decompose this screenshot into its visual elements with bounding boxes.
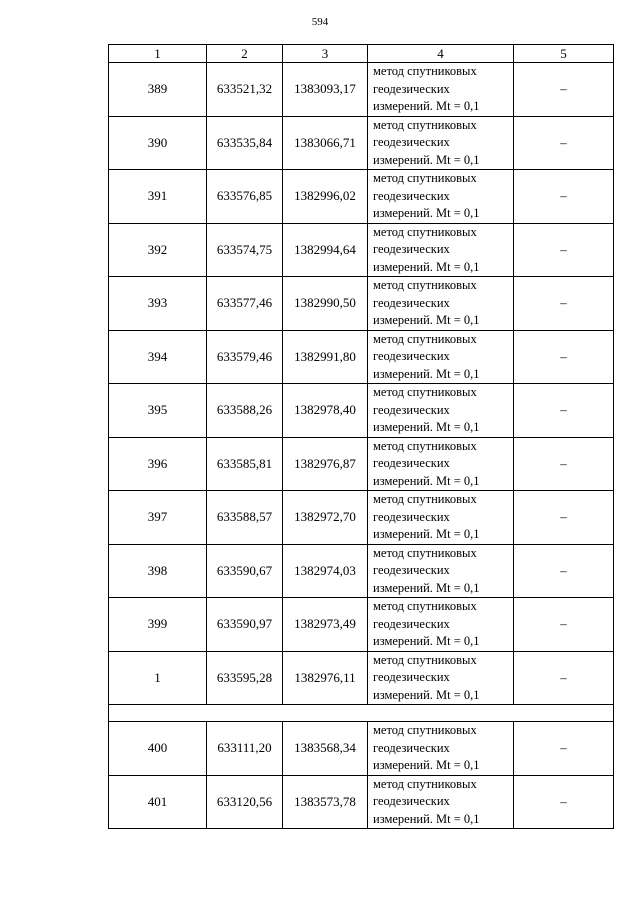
coordinates-table (108, 44, 614, 829)
table-row (109, 330, 614, 384)
y-coordinate-cell: 1382974,03 (283, 544, 368, 598)
method-line: измерений. Mt = 0,1 (373, 687, 480, 702)
header-row (109, 45, 614, 63)
method-line: геодезических (373, 509, 450, 524)
header-col-2: 2 (207, 45, 283, 63)
x-coordinate-cell: 633585,81 (207, 437, 283, 491)
method-line: измерений. Mt = 0,1 (373, 811, 480, 826)
point-number-cell: 391 (109, 170, 207, 224)
method-cell (368, 544, 514, 598)
method-line: метод спутниковых (373, 599, 477, 613)
method-line: измерений. Mt = 0,1 (373, 634, 480, 648)
method-line: метод спутниковых (373, 117, 477, 132)
method-cell (368, 651, 514, 705)
method-line: геодезических (373, 81, 450, 96)
y-coordinate-cell: 1383573,78 (283, 775, 368, 829)
header-col-3: 3 (283, 45, 368, 63)
col5-cell: – (514, 223, 614, 277)
table-row (109, 170, 614, 224)
header-col-5: 5 (514, 45, 614, 63)
table-row (109, 722, 614, 776)
method-line: метод спутниковых (373, 64, 477, 78)
method-cell (368, 384, 514, 438)
col5-cell: – (514, 491, 614, 545)
col5-cell: – (514, 722, 614, 776)
x-coordinate-cell: 633588,26 (207, 384, 283, 438)
method-line: геодезических (373, 135, 450, 149)
y-coordinate-cell: 1382976,11 (283, 651, 368, 705)
method-line: геодезических (373, 402, 450, 417)
x-coordinate-cell: 633590,97 (207, 598, 283, 652)
col5-cell: – (514, 170, 614, 224)
table-row (109, 384, 614, 438)
method-cell (368, 598, 514, 652)
table-row (109, 223, 614, 277)
x-coordinate-cell: 633588,57 (207, 491, 283, 545)
table-row (109, 491, 614, 545)
y-coordinate-cell: 1382973,49 (283, 598, 368, 652)
method-line: геодезических (373, 740, 450, 755)
method-cell (368, 491, 514, 545)
col5-cell: – (514, 63, 614, 117)
method-line: метод спутниковых (373, 652, 477, 667)
table-row (109, 63, 614, 117)
header-col-1: 1 (109, 45, 207, 63)
method-line: геодезических (373, 242, 450, 256)
method-line: метод спутниковых (373, 438, 477, 453)
method-line: измерений. Mt = 0,1 (373, 758, 480, 772)
group-separator-cell (109, 705, 614, 722)
x-coordinate-cell: 633595,28 (207, 651, 283, 705)
method-line: геодезических (373, 670, 450, 684)
x-coordinate-cell: 633590,67 (207, 544, 283, 598)
point-number-cell: 401 (109, 775, 207, 829)
method-line: метод спутниковых (373, 776, 477, 791)
method-line: геодезических (373, 295, 450, 310)
point-number-cell: 394 (109, 330, 207, 384)
method-line: геодезических (373, 563, 450, 577)
y-coordinate-cell: 1382991,80 (283, 330, 368, 384)
y-coordinate-cell: 1382996,02 (283, 170, 368, 224)
method-line: измерений. Mt = 0,1 (373, 259, 480, 274)
table-row (109, 116, 614, 170)
method-cell (368, 722, 514, 776)
method-cell (368, 330, 514, 384)
col5-cell: – (514, 544, 614, 598)
method-cell (368, 116, 514, 170)
point-number-cell: 392 (109, 223, 207, 277)
method-line: метод спутниковых (373, 224, 477, 239)
y-coordinate-cell: 1382994,64 (283, 223, 368, 277)
col5-cell: – (514, 598, 614, 652)
y-coordinate-cell: 1382976,87 (283, 437, 368, 491)
y-coordinate-cell: 1382990,50 (283, 277, 368, 331)
method-line: измерений. Mt = 0,1 (373, 420, 480, 434)
point-number-cell: 393 (109, 277, 207, 331)
col5-cell: – (514, 116, 614, 170)
point-number-cell: 396 (109, 437, 207, 491)
group-separator-row (109, 705, 614, 722)
method-cell (368, 437, 514, 491)
table-row (109, 598, 614, 652)
point-number-cell: 398 (109, 544, 207, 598)
x-coordinate-cell: 633574,75 (207, 223, 283, 277)
method-cell (368, 277, 514, 331)
table-row (109, 437, 614, 491)
method-line: метод спутниковых (373, 723, 477, 737)
y-coordinate-cell: 1382972,70 (283, 491, 368, 545)
x-coordinate-cell: 633111,20 (207, 722, 283, 776)
col5-cell: – (514, 384, 614, 438)
point-number-cell: 400 (109, 722, 207, 776)
method-line: метод спутниковых (373, 171, 477, 185)
method-line: измерений. Mt = 0,1 (373, 527, 480, 541)
point-number-cell: 397 (109, 491, 207, 545)
col5-cell: – (514, 437, 614, 491)
method-line: измерений. Mt = 0,1 (373, 152, 480, 167)
point-number-cell: 389 (109, 63, 207, 117)
method-cell (368, 775, 514, 829)
method-cell (368, 63, 514, 117)
method-line: измерений. Mt = 0,1 (373, 473, 480, 488)
col5-cell: – (514, 775, 614, 829)
col5-cell: – (514, 277, 614, 331)
x-coordinate-cell: 633579,46 (207, 330, 283, 384)
y-coordinate-cell: 1383066,71 (283, 116, 368, 170)
method-cell (368, 223, 514, 277)
method-line: геодезических (373, 794, 450, 808)
x-coordinate-cell: 633576,85 (207, 170, 283, 224)
method-line: геодезических (373, 188, 450, 203)
point-number-cell: 1 (109, 651, 207, 705)
method-line: измерений. Mt = 0,1 (373, 580, 480, 595)
header-col-4: 4 (368, 45, 514, 63)
method-line: метод спутниковых (373, 385, 477, 399)
page-number: 594 (311, 16, 329, 28)
method-line: геодезических (373, 349, 450, 363)
method-line: метод спутниковых (373, 492, 477, 506)
method-line: геодезических (373, 456, 450, 470)
x-coordinate-cell: 633577,46 (207, 277, 283, 331)
table-row (109, 277, 614, 331)
table-row (109, 651, 614, 705)
method-line: метод спутниковых (373, 331, 477, 346)
method-line: измерений. Mt = 0,1 (373, 366, 480, 381)
x-coordinate-cell: 633521,32 (207, 63, 283, 117)
method-cell (368, 170, 514, 224)
table-body (109, 63, 614, 829)
method-line: измерений. Mt = 0,1 (373, 206, 480, 220)
col5-cell: – (514, 330, 614, 384)
y-coordinate-cell: 1383568,34 (283, 722, 368, 776)
method-line: метод спутниковых (373, 278, 477, 292)
y-coordinate-cell: 1383093,17 (283, 63, 368, 117)
method-line: измерений. Mt = 0,1 (373, 313, 480, 327)
method-line: геодезических (373, 616, 450, 631)
point-number-cell: 390 (109, 116, 207, 170)
point-number-cell: 399 (109, 598, 207, 652)
table-row (109, 544, 614, 598)
method-line: измерений. Mt = 0,1 (373, 99, 480, 113)
point-number-cell: 395 (109, 384, 207, 438)
x-coordinate-cell: 633535,84 (207, 116, 283, 170)
method-line: метод спутниковых (373, 545, 477, 560)
table-row (109, 775, 614, 829)
y-coordinate-cell: 1382978,40 (283, 384, 368, 438)
col5-cell: – (514, 651, 614, 705)
x-coordinate-cell: 633120,56 (207, 775, 283, 829)
